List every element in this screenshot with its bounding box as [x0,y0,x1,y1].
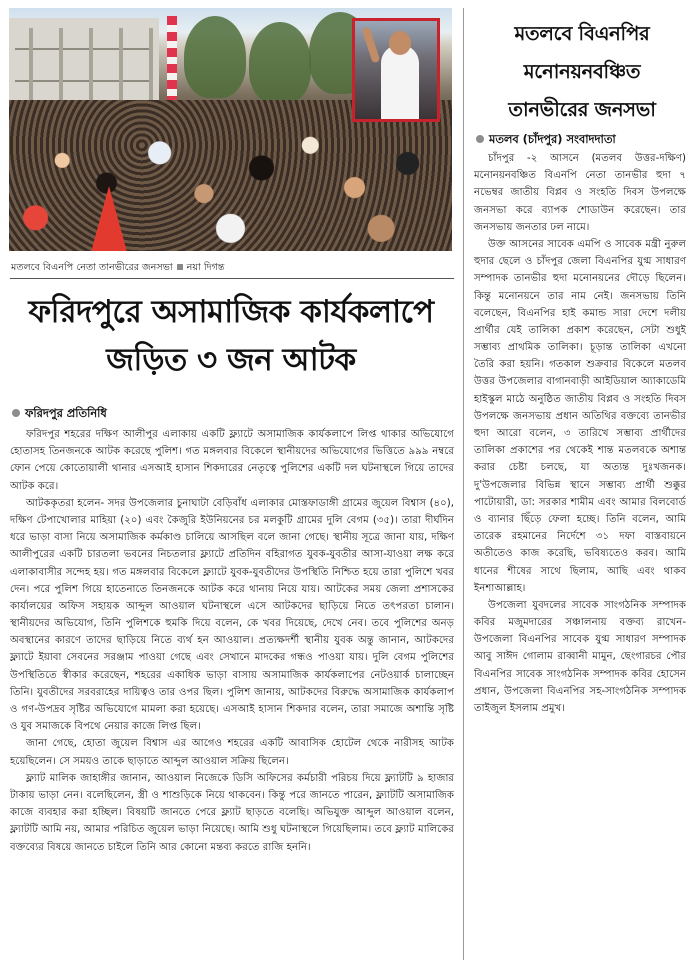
photo-credit: নয়া দিগন্ত [186,262,225,273]
tree [249,22,311,104]
speaker-inset-photo [352,18,440,122]
left-story-body [10,426,454,856]
right-paragraph: উপজেলা যুবদলের সাবেক সাংগঠনিক সম্পাদক কবির মজুমদারের সঞ্চালনায় বক্তব্য রাখেন- উপজেলা বিএনপির সাবেক যুগ্ম সাধারণ সম্পাদক আবু সাঈদ গোলাম রাব্বানী মামুন, ছেংগারচর পৌর বিএনপির সাবেক সাংগঠনিক সম্পাদক কবির হোসেন প্রধান, উপজেলা বিএনপির সহ-সাংগঠনিক সম্পাদক তাইজুল ইসলাম প্রমুখ। [474,599,686,714]
column-divider [463,8,464,960]
photo-caption [11,261,451,276]
left-paragraph: ফরিদপুর শহরের দক্ষিণ আলীপুর এলাকায় একটি ফ্ল্যাটে অসামাজিক কার্যকলাপে লিপ্ত থাকার অভিযোগে হোতাসহ তিনজনকে আটক করেছে পুলিশ। গত মঙ্গলবার বিকেলে স্থানীয়দের অভিযোগের ভিত্তিতে ৯৯৯ নম্বরে ফোন পেয়ে কোতোয়ালী থানার এসআই হাসান শিকদারের নেতৃত্বে পুলিশের একটি দল ঘটনাস্থলে গিয়ে তাদের আটক করে। [10,429,454,492]
raised-arm [362,27,381,64]
right-byline-text: মতলব (চাঁদপুর) সংবাদদাতা [489,132,616,146]
byline-bullet-icon [12,409,20,417]
left-paragraph: ফ্ল্যাট মালিক জাহাঙ্গীর জানান, আওয়াল নিজেকে ডিসি অফিসের কর্মচারী পরিচয় দিয়ে ফ্ল্যাটটি ৯ হাজার টাকায় ভাড়া নেন। বলেছিলেন, স্ত্রী ও শাশুড়িকে নিয়ে থাকবেন। কিন্তু পরে জানতে পারেন, ফ্ল্যাটটি অসামাজিক কাজে ব্যবহার করা হচ্ছিল। বিষয়টি জানতে পেরে ফ্ল্যাট ছাড়তে বলেছি। অভিযুক্ত আব্দুল আওয়াল বলেন, ফ্ল্যাটটি আমি নয়, আমার পরিচিত জুয়েল ভাড়া নিয়েছে। আমি শুধু ঘটনাস্থলে গিয়েছিলাম। তবে ফ্ল্যাট মালিকের বক্তব্যের বিষয়ে জানতে চাইলে তিনি আর কোনো মন্তব্য করতে রাজি হননি। [10,772,454,853]
red-flag [91,186,127,251]
speaker-figure [381,45,419,122]
left-headline-line2: জড়িত ৩ জন আটক [106,342,356,378]
caption-divider [10,278,454,279]
crowd [9,100,452,251]
left-headline-line1: ফরিদপুরে অসামাজিক কার্যকলাপে [28,294,434,330]
tree [184,16,246,98]
speaker-head [389,31,411,55]
caption-separator-icon [177,264,183,270]
byline-bullet-icon [476,135,484,143]
right-headline-line2: মনোনয়নবঞ্চিত [523,60,641,83]
right-headline-line1: মতলবে বিএনপির [514,22,650,45]
left-paragraph: আটককৃতরা হলেন- সদর উপজেলার চুনাঘাটা বেড়িবাঁধ এলাকার মোস্তফাডাঙ্গী গ্রামের জুয়েল বিশ্বাস (৪০), দক্ষিণ টেপাখোলার মাহিয়া (২০) এবং কৈজুরি ইউনিয়নের চর মলকুটি গ্রামের দুলি বেগম (৩৫)। তারা দীর্ঘদিন ধরে ভাড়া বাসা নিয়ে অসামাজিক কর্মকাণ্ড চালিয়ে আসছিল বলে জানা গেছে। স্থানীয় সূত্রে জানা যায়, দক্ষিণ আলীপুরের একটি চারতলা ভবনের নিচতলার ফ্ল্যাটে প্রতিদিন বহিরাগত যুবক-যুবতীর আসা-যাওয়া লক্ষ করে এলাকাবাসীর সন্দেহ হয়। গত মঙ্গলবার বিকেলে ফ্ল্যাটে যুবক-যুবতীদের উপস্থিতি নিশ্চিত হয়ে তারা পুলিশে খবর দেন। পরে পুলিশ গিয়ে হাতেনাতে তিনজনকে আটক করে থানায় নিয়ে যায়। আটকের সময় জেলা প্রশাসকের কার্যালয়ের অফিস সহায়ক আব্দুল আওয়াল ঘটনাস্থলে এসে আটকদের ছাড়িয়ে নিতে তৎপরতা চালান। স্থানীয়দের অভিযোগ, তিনি পুলিশকে হুমকি দিয়ে বলেন, কে খবর দিয়েছে, দেখে নেব। তবে পুলিশের অনড় অবস্থানের কারণে তাদের ছাড়িয়ে নিতে ব্যর্থ হন আওয়াল। প্রত্যক্ষদর্শী স্থানীয় যুবক অন্তু জানান, আটকদের ফ্ল্যাটে ইয়াবা সেবনের সরঞ্জাম পাওয়া গেছে এবং সেখানে মাদকের গন্ধও পাওয়া যায়। দুলি বেগম পুলিশের উপস্থিতিতে স্বীকার করেছেন, শহরের একাধিক ভাড়া বাসায় অসামাজিক কার্যকলাপের নেটওয়ার্ক চালাচ্ছেন তিনি। যুবতীদের সরবরাহের দায়িত্বও তার ওপর ছিল। পুলিশ জানায়, আটকদের বিরুদ্ধে অসামাজিক কার্যকলাপ ও গণ-উপদ্রব সৃষ্টির অভিযোগে মামলা করা হয়েছে। এসআই হাসান শিকদার বলেন, তারা সমাজে অশান্তি সৃষ্টি ও যুব সমাজকে বিপথে নেয়ার কাজে লিপ্ত ছিল। [10,497,454,733]
school-building [9,18,159,113]
left-byline-text: ফরিদপুর প্রতিনিধি [25,406,107,420]
right-paragraph: চাঁদপুর -২ আসনে (মতলব উত্তর-দক্ষিণ) মনোনয়নবঞ্চিত বিএনপি নেতা তানভীর হুদা ৭ নভেম্বর জাতীয় বিপ্লব ও সংহতি দিবস উপলক্ষে জনসভা করে ব্যাপক শোডাউন করেছেন। তার জনসভায় জনতার ঢল নামে। [474,153,686,233]
right-paragraph: উক্ত আসনের সাবেক এমপি ও সাবেক মন্ত্রী নুরুল হুদার ছেলে ও চাঁদপুর জেলা বিএনপির যুগ্ম সাধারণ সম্পাদক তানভীর হুদা মনোনয়নের দৌড়ে ছিলেন। কিন্তু মনোনয়নে তার নাম নেই। জনসভায় তিনি বলেছেন, বিএনপির হাই কমান্ড সারা দেশে দলীয় প্রার্থীর যেই তালিকা প্রকাশ করেছেন, সেটা শুধুই সম্ভাব্য প্রাথমিক তালিকা। চূড়ান্ত তালিকা এখনো তৈরি করা হয়নি। গতকাল শুক্রবার বিকেলে মতলব উত্তর উপজেলার বাগানবাড়ী আইডিয়াল অ্যাকাডেমি হাইস্কুল মাঠে অনুষ্ঠিত জাতীয় বিপ্লব ও সংহতি দিবস উপলক্ষে জনসভায় প্রধান অতিথির বক্তব্যে তানভীর হুদা আরো বলেন, ৩ তারিখে সম্ভাব্য প্রার্থীদের তালিকা প্রকাশের পর থেকেই শান্ত মতলবকে অশান্ত করার চেষ্টা চলছে, যা অত্যন্ত দুঃখজনক। দু'উপজেলার বিভিন্ন স্থানে সম্ভাব্য প্রার্থী শুক্কুর পাটোয়ারী, ডা: সরকার শামীম এবং আমার বিলবোর্ড ও ব্যানার ছিঁড়ে ফেলা হচ্ছে। তিনি বলেন, আমি তারেক রহমানের নির্দেশে ৩১ দফা বাস্তবায়নে অতীতেও কাজ করেছি, ভবিষ্যতেও করব। আমি ধানের শীষের সাথে ছিলাম, আছি এবং থাকব ইনশাআল্লাহ। [474,238,686,594]
left-paragraph: জানা গেছে, হোতা জুয়েল বিশ্বাস এর আগেও শহরের একটি আবাসিক হোটেল থেকে নারীসহ আটক হয়েছিলেন। সে সময়ও তাকে ছাড়াতে আব্দুল আওয়াল সক্রিয় ছিলেন। [10,738,454,767]
right-headline-line3: তানভীরের জনসভা [508,98,656,121]
left-byline [12,405,107,424]
caption-text: মতলবে বিএনপি নেতা তানভীরের জনসভা [11,262,173,273]
right-headline [472,15,692,129]
right-byline [476,131,616,150]
left-headline [10,288,452,384]
right-story-body [474,150,686,717]
